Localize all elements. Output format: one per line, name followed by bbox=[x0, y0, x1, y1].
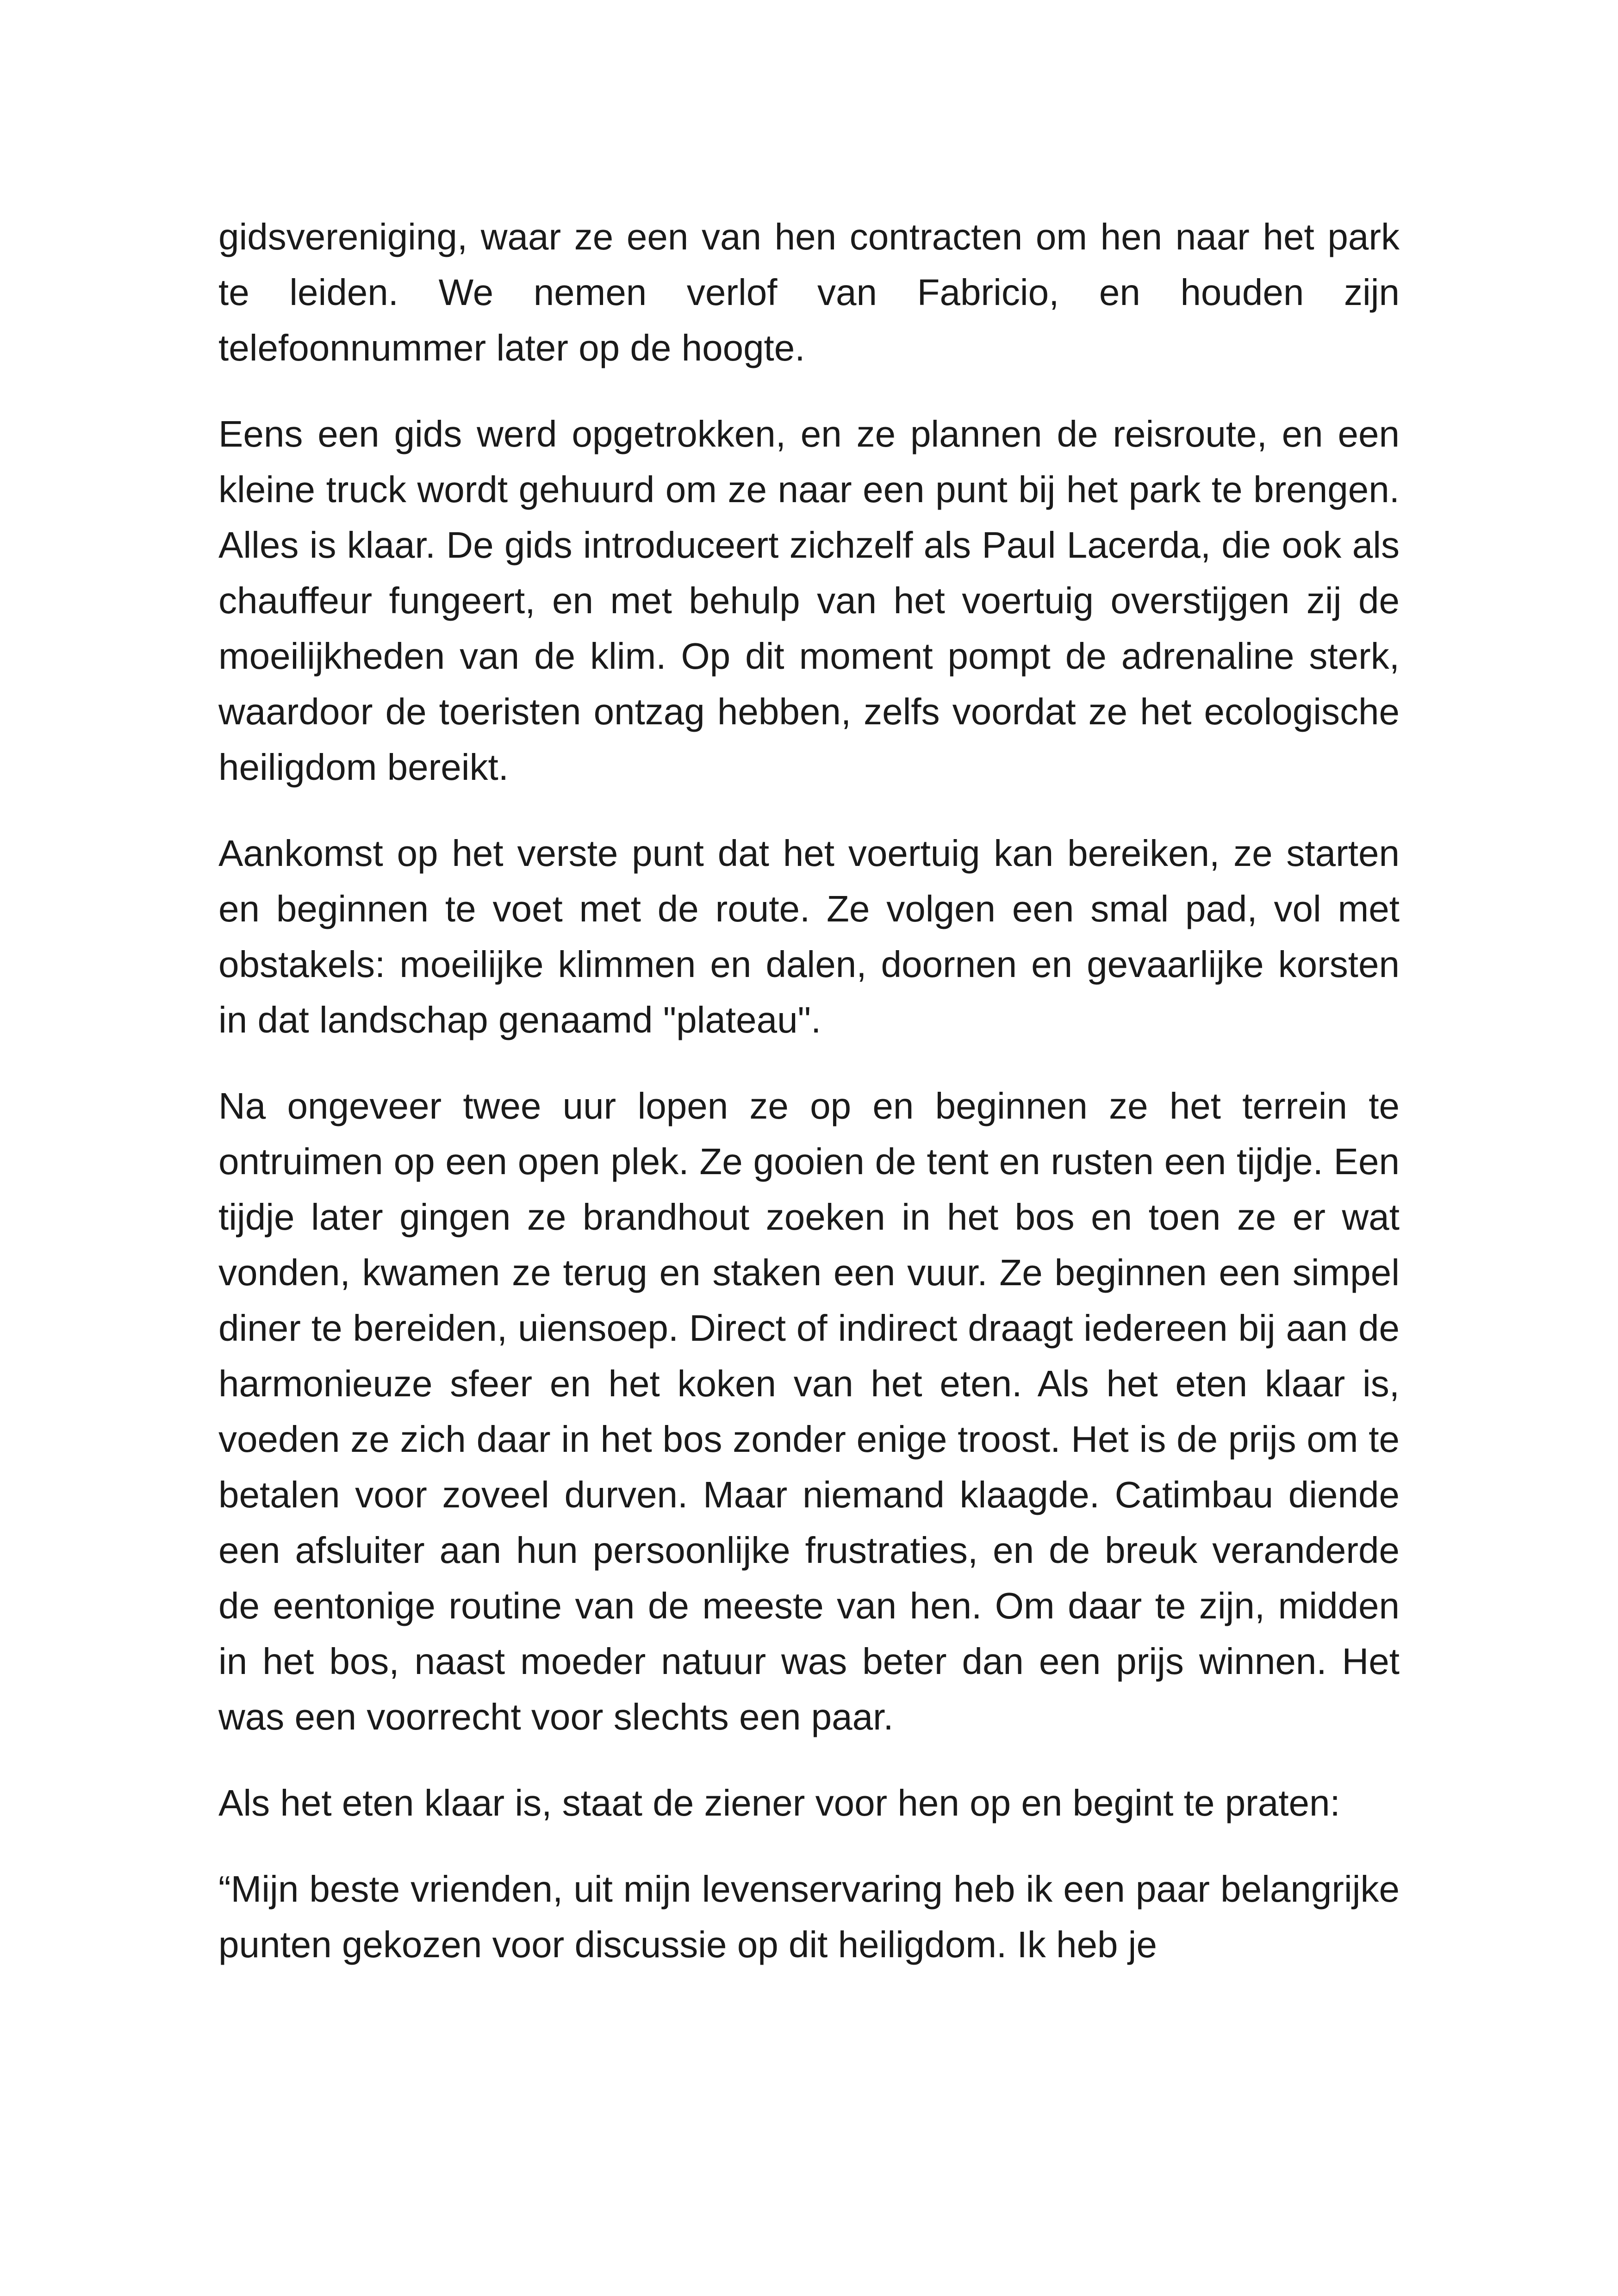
paragraph: gidsvereniging, waar ze een van hen contracten om hen naar het park te leiden. We nemen verlof van Fabricio, en houden zijn telefoonnummer later op de hoogte. bbox=[218, 216, 1400, 368]
paragraph: Eens een gids werd opgetrokken, en ze plannen de reisroute, en een kleine truck wordt gehuurd om ze naar een punt bij het park te brengen. Alles is klaar. De gids introduceert zichzelf als Paul Lacerda, die ook als chauffeur fungeert, en met behulp van het voertuig overstijgen zij de moeilijkheden van de klim. Op dit moment pompt de adrenaline sterk, waardoor de toeristen ontzag hebben, zelfs voordat ze het ecologische heiligdom bereikt. bbox=[218, 413, 1400, 788]
paragraph: “Mijn beste vrienden, uit mijn levenservaring heb ik een paar belangrijke punten gekozen voor discussie op dit heiligdom. Ik heb je bbox=[218, 1868, 1400, 1965]
paragraph: Aankomst op het verste punt dat het voertuig kan bereiken, ze starten en beginnen te voet met de route. Ze volgen een smal pad, vol met obstakels: moeilijke klimmen en dalen, doornen en gevaarlijke korsten in dat landschap genaamd "plateau". bbox=[218, 833, 1400, 1040]
paragraph: Na ongeveer twee uur lopen ze op en beginnen ze het terrein te ontruimen op een open plek. Ze gooien de tent en rusten een tijdje. Een tijdje later gingen ze brandhout zoeken in het bos en toen ze er wat vonden, kwamen ze terug en staken een vuur. Ze beginnen een simpel diner te bereiden, uiensoep. Direct of indirect draagt iedereen bij aan de harmonieuze sfeer en het koken van het eten. Als het eten klaar is, voeden ze zich daar in het bos zonder enige troost. Het is de prijs om te betalen voor zoveel durven. Maar niemand klaagde. Catimbau diende een afsluiter aan hun persoonlijke frustraties, en de breuk veranderde de eentonige routine van de meeste van hen. Om daar te zijn, midden in het bos, naast moeder natuur was beter dan een prijs winnen. Het was een voorrecht voor slechts een paar. bbox=[218, 1085, 1400, 1737]
paragraph: Als het eten klaar is, staat de ziener voor hen op en begint te praten: bbox=[218, 1782, 1340, 1823]
body-text bbox=[218, 209, 1400, 1972]
